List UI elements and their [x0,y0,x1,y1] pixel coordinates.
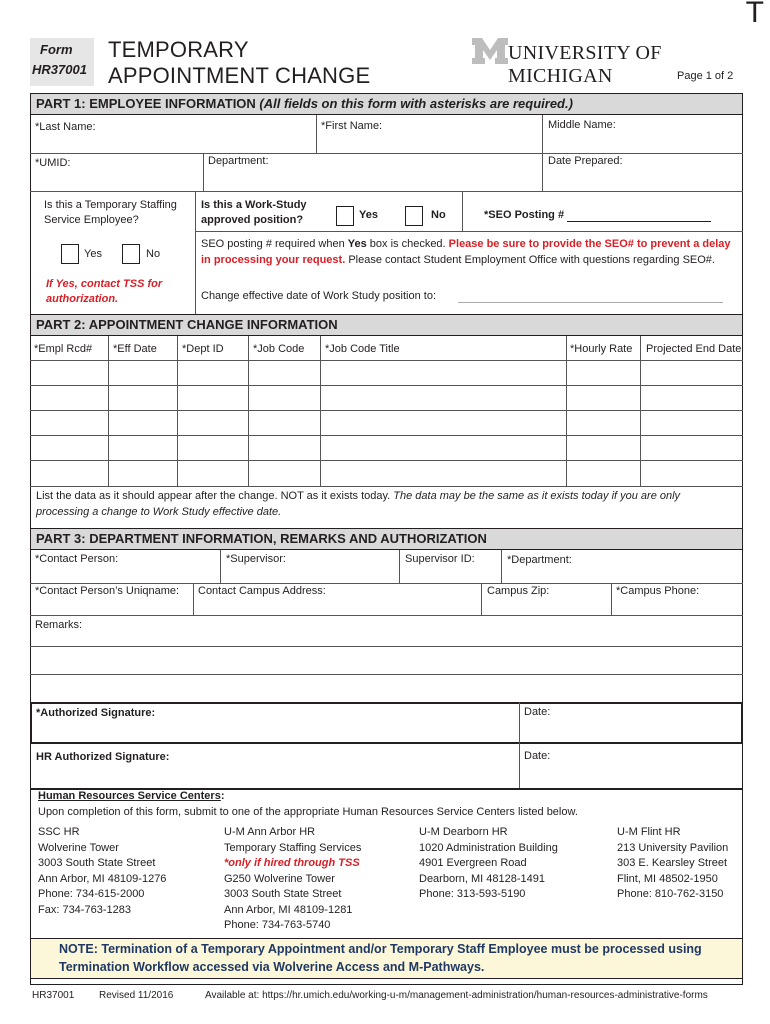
date-label-1: Date: [524,706,551,718]
campus-phone-label: *Campus Phone: [616,585,700,597]
seo-posting-field[interactable] [567,221,711,222]
hr-signature-label: HR Authorized Signature: [36,751,170,763]
seo-instructions-line1: SEO posting # required when Yes box is checked. Please be sure to provide the SEO# to prevent a delay [201,238,731,250]
part3-heading: PART 3: DEPARTMENT INFORMATION, REMARKS AND AUTHORIZATION [30,528,743,550]
corner-letter: T [745,0,764,29]
part2-heading: PART 2: APPOINTMENT CHANGE INFORMATION [30,314,743,336]
ws-change-date-label: Change effective date of Work Study position to: [201,290,437,302]
footer-available-link[interactable]: Available at: https://hr.umich.edu/working-u-m/management-administration/human-resources-administrative-forms [205,990,708,1001]
tss-yes-checkbox[interactable] [61,244,79,264]
remarks-label: Remarks: [35,619,83,631]
ws-no-label: No [431,209,446,221]
part2-note-line2: processing a change to Work Study effective date. [36,506,282,518]
part1-heading-note: (All fields on this form with asterisks are required.) [259,96,573,111]
page-indicator: Page 1 of 2 [677,70,734,82]
ws-no-checkbox[interactable] [405,206,423,226]
tss-yes-label: Yes [84,248,102,260]
uniqname-label: *Contact Person’s Uniqname: [35,585,180,597]
col-job-code: *Job Code [253,343,305,355]
form-number-box [30,38,94,86]
col-hourly-rate: *Hourly Rate [570,343,633,355]
tss-no-checkbox[interactable] [122,244,140,264]
col-empl-rcd: *Empl Rcd# [34,343,93,355]
footer-form-id: HR37001 [32,990,75,1001]
form-number: HR37001 [32,62,87,77]
ws-yes-label: Yes [359,209,378,221]
col-projected-end-date: Projected End Date [646,343,742,355]
form-title [108,37,370,89]
title-line-2: APPOINTMENT CHANGE [108,63,371,88]
tss-note-line2: authorization. [46,293,119,305]
tss-question-line1: Is this a Temporary Staffing [44,199,177,211]
col-job-code-title: *Job Code Title [325,343,400,355]
col-eff-date: *Eff Date [113,343,157,355]
campus-address-label: Contact Campus Address: [198,585,326,597]
form-label: Form [40,42,73,57]
part1-heading-title: PART 1: EMPLOYEE INFORMATION [36,96,260,111]
seo-posting-label: *SEO Posting # [484,209,565,221]
middle-name-label: Middle Name: [548,119,616,131]
block-m-logo [470,36,510,66]
dept-label: *Department: [507,554,572,566]
hrsc-instructions: Upon completion of this form, submit to one of the appropriate Human Resources Service Centers listed below. [38,806,578,818]
note-line1: NOTE: Termination of a Temporary Appointment and/or Temporary Staff Employee must be processed using [59,942,702,956]
note-line2: Termination Workflow accessed via Wolverine Access and M-Pathways. [59,960,485,974]
tss-note-line1: If Yes, contact TSS for [46,278,163,290]
footer-revised: Revised 11/2016 [99,990,174,1001]
termination-note [30,938,743,979]
ws-question-line1: Is this a Work-Study [201,199,307,211]
umid-label: *UMID: [35,157,71,169]
date-label-2: Date: [524,750,551,762]
date-prepared-label: Date Prepared: [548,155,623,167]
contact-person-label: *Contact Person: [35,553,119,565]
ws-yes-checkbox[interactable] [336,206,354,226]
tss-no-label: No [146,248,161,260]
campus-zip-label: Campus Zip: [487,585,550,597]
seo-instructions-line2: in processing your request. Please contact Student Employment Office with questions regarding SEO#. [201,254,715,266]
department-label: Department: [208,155,269,167]
part2-note-line1: List the data as it should appear after the change. NOT as it exists today. The data may be the same as it exists today if you are only [36,490,681,502]
ws-question-line2: approved position? [201,214,304,226]
hrsc-title: Human Resources Service Centers: [38,790,225,802]
university-name: UNIVERSITY OF MICHIGAN [508,42,662,87]
col-dept-id: *Dept ID [182,343,224,355]
supervisor-id-label: Supervisor ID: [405,553,475,565]
ws-change-date-field[interactable] [458,302,723,303]
title-line-1: TEMPORARY [108,37,249,62]
authorized-signature-label: *Authorized Signature: [36,707,156,719]
supervisor-label: *Supervisor: [226,553,286,565]
last-name-label: *Last Name: [35,121,96,133]
part1-heading [30,93,743,115]
tss-question-line2: Service Employee? [44,214,139,226]
first-name-label: *First Name: [321,120,383,132]
